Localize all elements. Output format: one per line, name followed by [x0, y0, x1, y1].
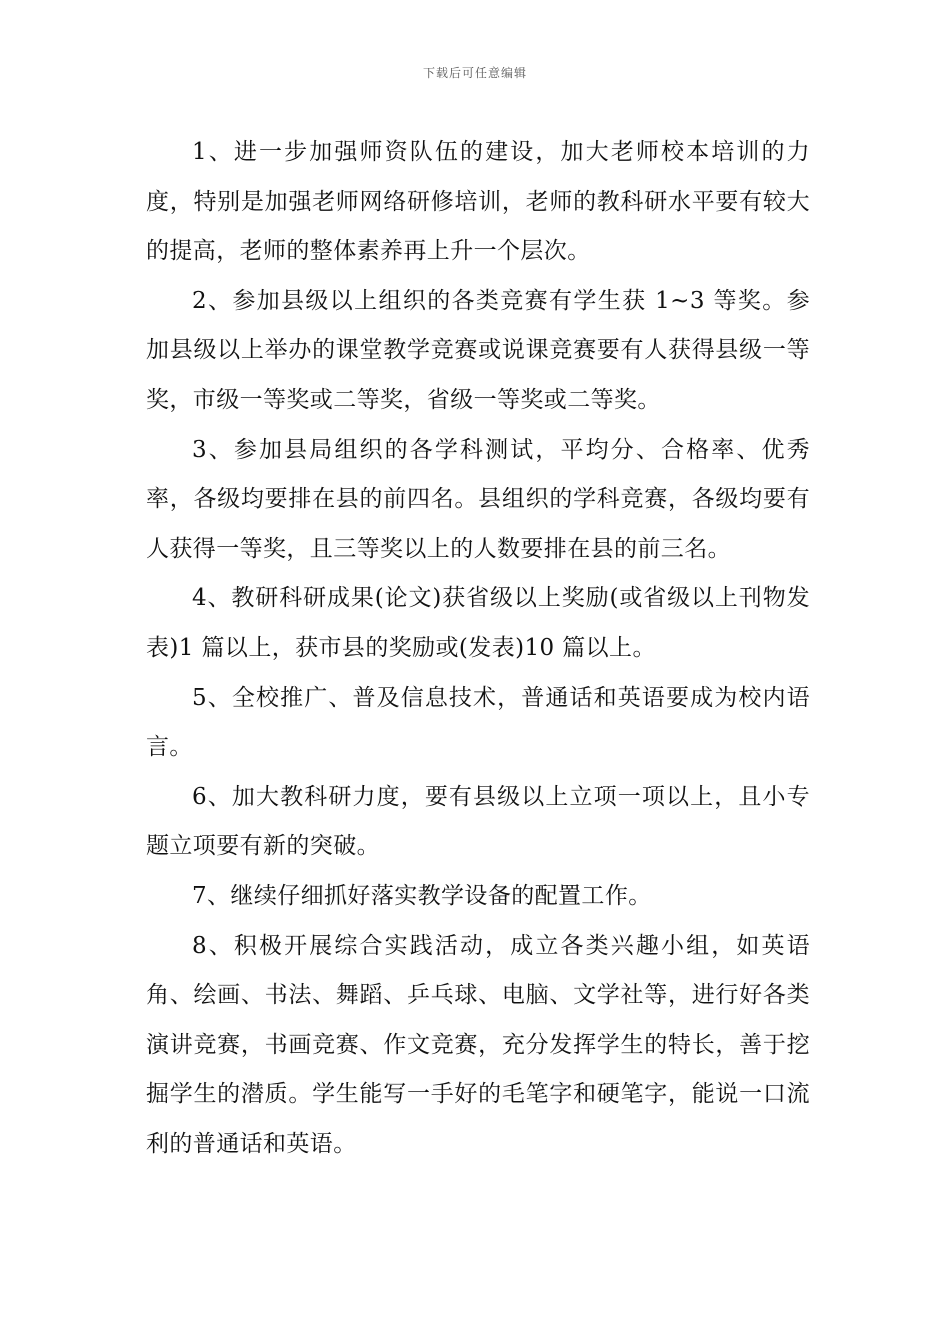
paragraph-8: 8、积极开展综合实践活动，成立各类兴趣小组，如英语角、绘画、书法、舞蹈、乒乓球、电脑、文学社等，进行好各类演讲竞赛，书画竞赛、作文竞赛，充分发挥学生的特长，善于挖掘学生的潜质。学生能写一手好的毛笔字和硬笔字，能说一口流利的普通话和英语。	[146, 932, 810, 1157]
paragraph-1: 1、进一步加强师资队伍的建设，加大老师校本培训的力度，特别是加强老师网络研修培训，老师的教科研水平要有较大的提高，老师的整体素养再上升一个层次。	[146, 139, 810, 265]
paragraph-3: 3、参加县局组织的各学科测试，平均分、合格率、优秀率，各级均要排在县的前四名。县组织的学科竞赛，各级均要有人获得一等奖，且三等奖以上的人数要排在县的前三名。	[146, 436, 810, 562]
paragraph-7: 7、继续仔细抓好落实教学设备的配置工作。	[192, 882, 652, 909]
paragraph-2: 2、参加县级以上组织的各类竞赛有学生获 1~3 等奖。参加县级以上举办的课堂教学竞赛或说课竞赛要有人获得县级一等奖，市级一等奖或二等奖，省级一等奖或二等奖。	[146, 287, 810, 413]
paragraph-6: 6、加大教科研力度，要有县级以上立项一项以上，且小专题立项要有新的突破。	[146, 783, 810, 860]
paragraph-4: 4、教研科研成果(论文)获省级以上奖励(或省级以上刊物发表)1 篇以上，获市县的奖励或(发表)10 篇以上。	[146, 585, 810, 661]
page-header-note: 下载后可任意编辑	[422, 66, 527, 80]
document-body	[146, 128, 810, 1169]
paragraph-5: 5、全校推广、普及信息技术，普通话和英语要成为校内语言。	[146, 684, 810, 761]
